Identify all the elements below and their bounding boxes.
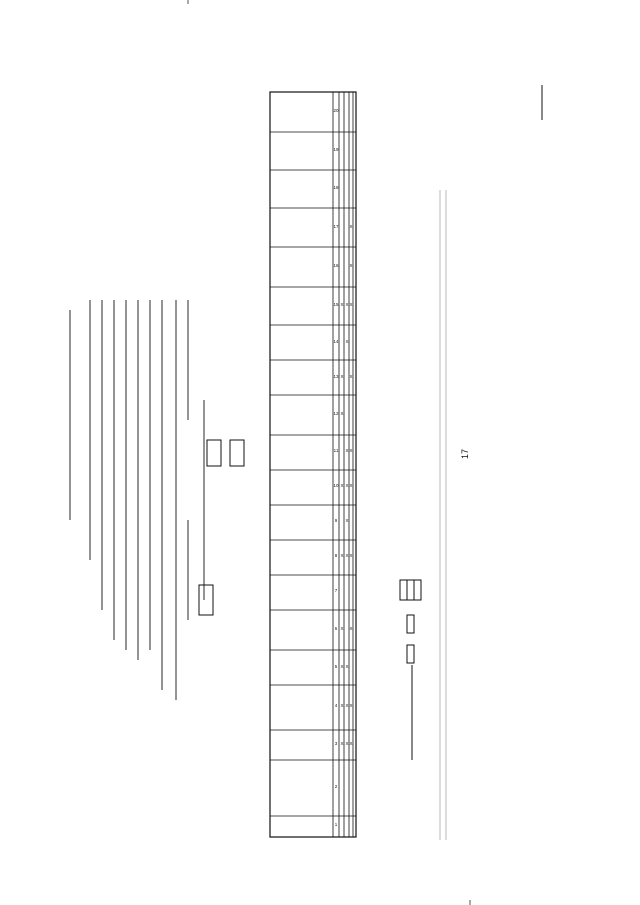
x-mark: X (345, 448, 349, 453)
column-number-10: 10 (333, 483, 339, 488)
x-mark: X (345, 664, 349, 669)
x-mark: X (345, 339, 349, 344)
column-number-1: 1 (334, 822, 338, 827)
column-number-3: 3 (334, 741, 338, 746)
column-number-2: 2 (334, 784, 338, 789)
x-mark: X (345, 553, 349, 558)
x-mark: X (349, 302, 353, 307)
column-number-17: 17 (333, 224, 339, 229)
column-number-13: 13 (333, 374, 339, 379)
checkbox-3 (230, 440, 244, 466)
column-number-5: 5 (334, 664, 338, 669)
main-table (270, 92, 356, 837)
x-mark: X (340, 302, 344, 307)
column-number-19: 19 (333, 147, 339, 152)
checkbox-1 (199, 585, 213, 615)
column-number-15: 15 (333, 302, 339, 307)
column-number-16: 16 (333, 263, 339, 268)
x-mark: X (345, 302, 349, 307)
x-mark: X (340, 626, 344, 631)
x-mark: X (340, 703, 344, 708)
x-mark: X (349, 374, 353, 379)
x-mark: X (349, 703, 353, 708)
x-mark: X (349, 553, 353, 558)
x-mark: X (340, 483, 344, 488)
x-mark: X (349, 741, 353, 746)
x-mark: X (349, 448, 353, 453)
x-mark: X (345, 518, 349, 523)
column-number-12: 12 (333, 411, 339, 416)
column-number-20: 20 (333, 108, 339, 113)
x-mark: X (345, 483, 349, 488)
checkbox-2 (207, 440, 221, 466)
x-mark: X (349, 626, 353, 631)
column-number-14: 14 (333, 339, 339, 344)
x-mark: X (345, 741, 349, 746)
column-number-18: 18 (333, 185, 339, 190)
x-marks (340, 224, 352, 746)
x-mark: X (349, 263, 353, 268)
signature-boxes (400, 580, 421, 760)
column-number-9: 9 (334, 518, 338, 523)
x-mark: X (340, 741, 344, 746)
top-left-line-fields (70, 300, 204, 700)
column-number-4: 4 (334, 703, 338, 708)
x-mark: X (340, 374, 344, 379)
column-number-6: 6 (334, 626, 338, 631)
column-numbers (333, 108, 339, 827)
x-mark: X (349, 224, 353, 229)
footnote-lines (440, 190, 446, 840)
page-number: 17 (460, 448, 471, 460)
column-number-11: 11 (333, 448, 339, 453)
column-number-8: 8 (334, 553, 338, 558)
x-mark: X (349, 483, 353, 488)
column-number-7: 7 (334, 588, 338, 593)
x-mark: X (345, 703, 349, 708)
checkboxes (199, 440, 244, 615)
x-mark: X (340, 664, 344, 669)
x-mark: X (340, 553, 344, 558)
x-mark: X (340, 411, 344, 416)
